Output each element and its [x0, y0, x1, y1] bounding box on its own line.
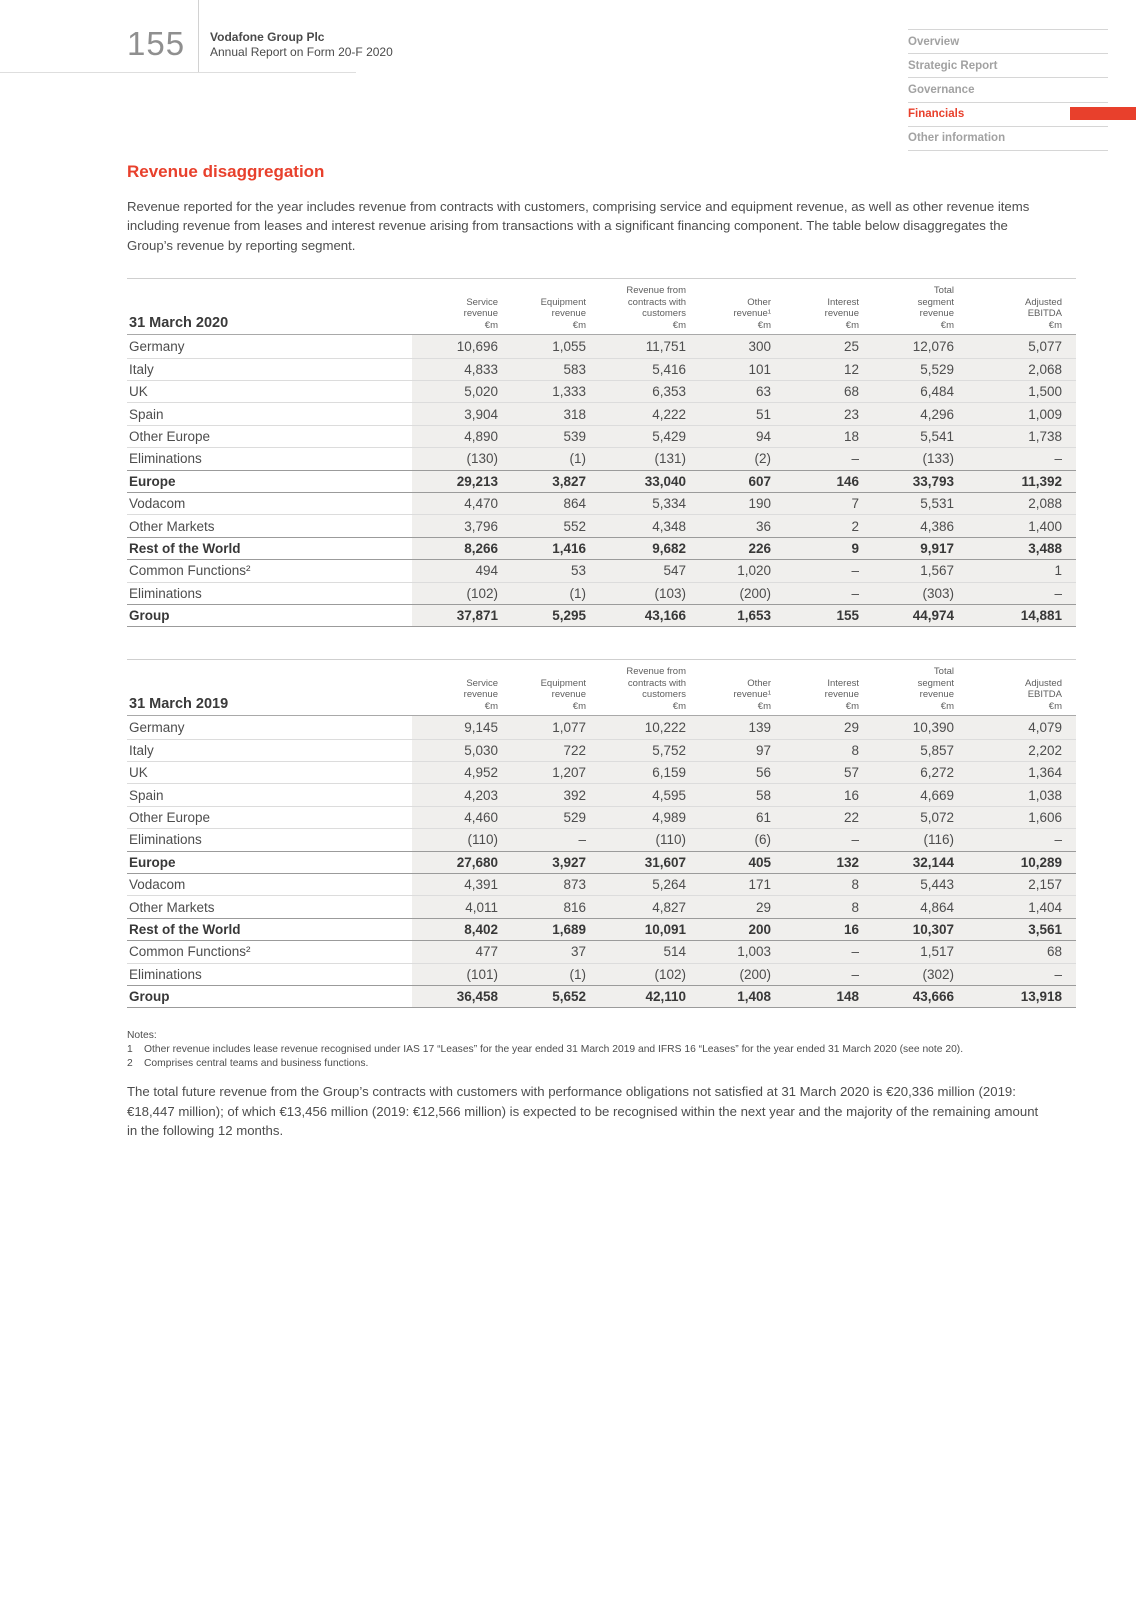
cell-value: 552	[512, 515, 600, 536]
cell-value: 10,390	[873, 716, 968, 738]
cell-value: 1,653	[700, 605, 785, 626]
table-row	[127, 582, 1076, 604]
cell-value: 4,386	[873, 515, 968, 536]
cell-value: 58	[700, 784, 785, 805]
cell-value: 16	[785, 784, 873, 805]
cell-value: (116)	[873, 829, 968, 850]
table-title: 31 March 2020	[129, 315, 229, 332]
cell-value: 2	[785, 515, 873, 536]
company-name: Vodafone Group Plc	[210, 30, 325, 44]
row-label: Italy	[129, 361, 154, 377]
row-label: Europe	[129, 854, 176, 870]
table-row	[127, 447, 1076, 469]
cell-value: –	[512, 829, 600, 850]
cell-value: 5,416	[600, 359, 700, 380]
cell-value: 1,738	[968, 426, 1076, 447]
cell-value: 27,680	[412, 852, 512, 873]
cell-value: 4,827	[600, 896, 700, 917]
intro-paragraph: Revenue reported for the year includes revenue from contracts with customers, comprising service and equipment revenue, as well as other revenue items including revenue from leases and interest revenue arising from transactions with a significant financing component. The table below disaggregates the Group’s revenue by reporting segment.	[127, 199, 1030, 253]
cell-value: 1,055	[512, 335, 600, 357]
cell-value: 318	[512, 403, 600, 424]
cell-value: (102)	[412, 583, 512, 604]
cell-value: 3,927	[512, 852, 600, 873]
cell-value: –	[968, 829, 1076, 850]
cell-value: 36,458	[412, 986, 512, 1007]
table-row	[127, 537, 1076, 559]
cell-value: 9	[785, 538, 873, 559]
table-row	[127, 559, 1076, 581]
nav-item-overview[interactable]	[908, 29, 1108, 53]
cell-value: 1,500	[968, 381, 1076, 402]
cell-value: 514	[600, 941, 700, 962]
row-label: Rest of the World	[129, 540, 241, 556]
row-label: Other Europe	[129, 428, 211, 444]
row-label: Group	[129, 608, 170, 624]
cell-value: 5,077	[968, 335, 1076, 357]
cell-value: 1,408	[700, 986, 785, 1007]
cell-value: 146	[785, 471, 873, 492]
cell-value: 37	[512, 941, 600, 962]
cell-value: 405	[700, 852, 785, 873]
cell-value: 2,068	[968, 359, 1076, 380]
column-header: Other revenue¹ €m	[733, 296, 771, 331]
column-header: Interest revenue €m	[824, 677, 859, 712]
cell-value: 12	[785, 359, 873, 380]
note-item	[127, 1043, 1076, 1057]
table-header-row	[127, 660, 1076, 716]
row-label: Germany	[129, 719, 185, 735]
cell-value: 101	[700, 359, 785, 380]
cell-value: 6,159	[600, 762, 700, 783]
cell-value: 4,079	[968, 716, 1076, 738]
cell-value: 1,009	[968, 403, 1076, 424]
cell-value: 4,669	[873, 784, 968, 805]
cell-value: 864	[512, 493, 600, 514]
table-row	[127, 985, 1076, 1007]
cell-value: 2,088	[968, 493, 1076, 514]
column-header: Other revenue¹ €m	[733, 677, 771, 712]
cell-value: 200	[700, 919, 785, 940]
cell-value: (1)	[512, 964, 600, 985]
cell-value: 2,202	[968, 740, 1076, 761]
cell-value: 300	[700, 335, 785, 357]
table-title: 31 March 2019	[129, 696, 229, 713]
cell-value: 3,904	[412, 403, 512, 424]
cell-value: 6,484	[873, 381, 968, 402]
table-row	[127, 739, 1076, 761]
cell-value: 10,307	[873, 919, 968, 940]
cell-value: 607	[700, 471, 785, 492]
cell-value: 29	[785, 716, 873, 738]
cell-value: 63	[700, 381, 785, 402]
row-label: Germany	[129, 338, 185, 354]
cell-value: 583	[512, 359, 600, 380]
cell-value: 57	[785, 762, 873, 783]
note-text: Comprises central teams and business functions.	[144, 1058, 369, 1070]
nav-item-other-information[interactable]	[908, 126, 1108, 151]
cell-value: 8	[785, 740, 873, 761]
cell-value: –	[785, 583, 873, 604]
cell-value: 1,517	[873, 941, 968, 962]
cell-value: 97	[700, 740, 785, 761]
cell-value: 547	[600, 560, 700, 581]
cell-value: 4,890	[412, 426, 512, 447]
cell-value: 68	[968, 941, 1076, 962]
cell-value: 148	[785, 986, 873, 1007]
cell-value: 13,918	[968, 986, 1076, 1007]
cell-value: (1)	[512, 583, 600, 604]
notes-heading: Notes:	[127, 1030, 157, 1042]
table-row	[127, 425, 1076, 447]
cell-value: 6,353	[600, 381, 700, 402]
cell-value: 11,751	[600, 335, 700, 357]
table-header-row	[127, 279, 1076, 335]
cell-value: 1,364	[968, 762, 1076, 783]
column-header: Adjusted EBITDA €m	[1025, 677, 1062, 712]
cell-value: 3,827	[512, 471, 600, 492]
cell-value: –	[968, 583, 1076, 604]
column-header: Total segment revenue €m	[917, 285, 954, 331]
report-header	[210, 30, 393, 59]
cell-value: 1,404	[968, 896, 1076, 917]
cell-value: (101)	[412, 964, 512, 985]
cell-value: 5,264	[600, 874, 700, 895]
cell-value: 53	[512, 560, 600, 581]
cell-value: 5,072	[873, 807, 968, 828]
cell-value: 190	[700, 493, 785, 514]
cell-value: 3,796	[412, 515, 512, 536]
cell-value: 5,295	[512, 605, 600, 626]
column-header: Equipment revenue €m	[540, 296, 586, 331]
cell-value: 16	[785, 919, 873, 940]
nav-item-label: Governance	[908, 83, 975, 96]
cell-value: –	[785, 829, 873, 850]
nav-item-label: Strategic Report	[908, 59, 998, 72]
row-label: Other Europe	[129, 810, 211, 826]
row-label: Italy	[129, 742, 154, 758]
cell-value: 29	[700, 896, 785, 917]
cell-value: 5,531	[873, 493, 968, 514]
cell-value: (133)	[873, 448, 968, 469]
row-label: Other Markets	[129, 899, 215, 915]
cell-value: 8	[785, 896, 873, 917]
cell-value: 10,289	[968, 852, 1076, 873]
cell-value: 1,020	[700, 560, 785, 581]
cell-value: 9,682	[600, 538, 700, 559]
note-text: Other revenue includes lease revenue recognised under IAS 17 “Leases” for the year ended 31 March 2019 and IFRS 16 “Leases” for the year ended 31 March 2020 (see note 20).	[144, 1044, 964, 1056]
page-number: 155	[127, 25, 186, 62]
cell-value: (200)	[700, 964, 785, 985]
table-row	[127, 851, 1076, 873]
cell-value: 44,974	[873, 605, 968, 626]
nav-item-financials[interactable]	[908, 102, 1108, 126]
cell-value: (302)	[873, 964, 968, 985]
cell-value: 8	[785, 874, 873, 895]
row-label: Eliminations	[129, 966, 202, 982]
cell-value: (102)	[600, 964, 700, 985]
cell-value: (130)	[412, 448, 512, 469]
revenue-table-2019	[127, 659, 1076, 1008]
report-title: Annual Report on Form 20-F 2020	[210, 44, 393, 59]
cell-value: 33,793	[873, 471, 968, 492]
cell-value: 1,400	[968, 515, 1076, 536]
cell-value: 6,272	[873, 762, 968, 783]
cell-value: 816	[512, 896, 600, 917]
cell-value: 477	[412, 941, 512, 962]
column-header: Interest revenue €m	[824, 296, 859, 331]
cell-value: 4,595	[600, 784, 700, 805]
cell-value: (103)	[600, 583, 700, 604]
nav-item-label: Overview	[908, 35, 960, 48]
revenue-table-2020	[127, 278, 1076, 627]
cell-value: 42,110	[600, 986, 700, 1007]
cell-value: (131)	[600, 448, 700, 469]
cell-value: 5,752	[600, 740, 700, 761]
note-number: 1	[127, 1044, 133, 1056]
nav-item-governance[interactable]	[908, 77, 1108, 101]
cell-value: 14,881	[968, 605, 1076, 626]
cell-value: 94	[700, 426, 785, 447]
cell-value: 1,038	[968, 784, 1076, 805]
cell-value: 8,266	[412, 538, 512, 559]
cell-value: 4,864	[873, 896, 968, 917]
header-rule	[0, 72, 356, 73]
cell-value: 171	[700, 874, 785, 895]
cell-value: 12,076	[873, 335, 968, 357]
cell-value: 10,091	[600, 919, 700, 940]
cell-value: 32,144	[873, 852, 968, 873]
cell-value: 1,606	[968, 807, 1076, 828]
cell-value: –	[785, 941, 873, 962]
cell-value: 36	[700, 515, 785, 536]
column-header: Total segment revenue €m	[917, 666, 954, 712]
cell-value: 43,166	[600, 605, 700, 626]
cell-value: 5,443	[873, 874, 968, 895]
cell-value: 61	[700, 807, 785, 828]
cell-value: 4,296	[873, 403, 968, 424]
cell-value: –	[785, 448, 873, 469]
cell-value: (303)	[873, 583, 968, 604]
cell-value: 155	[785, 605, 873, 626]
cell-value: 1,567	[873, 560, 968, 581]
cell-value: 29,213	[412, 471, 512, 492]
cell-value: 3,561	[968, 919, 1076, 940]
cell-value: 3,488	[968, 538, 1076, 559]
cell-value: 33,040	[600, 471, 700, 492]
table-row	[127, 358, 1076, 380]
cell-value: 8,402	[412, 919, 512, 940]
closing-paragraph: The total future revenue from the Group’s contracts with customers with performance obligations not satisfied at 31 March 2020 is €20,336 million (2019: €18,447 million); of which €13,456 million (2019: €12,566 million) is expected to be recognised within the next year and the majority of the remaining amount in the following 12 months.	[127, 1084, 1039, 1139]
main-content	[127, 163, 1076, 1154]
cell-value: 5,652	[512, 986, 600, 1007]
cell-value: 43,666	[873, 986, 968, 1007]
nav-item-label: Financials	[908, 108, 965, 121]
cell-value: 2,157	[968, 874, 1076, 895]
cell-value: (110)	[600, 829, 700, 850]
header-divider	[198, 0, 199, 72]
row-label: Eliminations	[129, 585, 202, 601]
row-label: Eliminations	[129, 451, 202, 467]
row-label: UK	[129, 384, 148, 400]
notes	[127, 1029, 1076, 1071]
cell-value: (1)	[512, 448, 600, 469]
cell-value: 5,857	[873, 740, 968, 761]
cell-value: 5,334	[600, 493, 700, 514]
cell-value: 1,416	[512, 538, 600, 559]
cell-value: 1,003	[700, 941, 785, 962]
cell-value: 56	[700, 762, 785, 783]
row-label: Common Functions²	[129, 563, 251, 579]
row-label: Rest of the World	[129, 922, 241, 937]
cell-value: 4,989	[600, 807, 700, 828]
cell-value: 5,020	[412, 381, 512, 402]
cell-value: 4,952	[412, 762, 512, 783]
cell-value: 10,696	[412, 335, 512, 357]
row-label: Spain	[129, 406, 164, 422]
page-title: Revenue disaggregation	[127, 162, 325, 181]
cell-value: 4,222	[600, 403, 700, 424]
cell-value: –	[785, 560, 873, 581]
cell-value: 1,077	[512, 716, 600, 738]
table-row	[127, 940, 1076, 962]
cell-value: (200)	[700, 583, 785, 604]
cell-value: (2)	[700, 448, 785, 469]
cell-value: 31,607	[600, 852, 700, 873]
column-header: Service revenue €m	[463, 677, 498, 712]
cell-value: 4,460	[412, 807, 512, 828]
row-label: Europe	[129, 473, 176, 489]
cell-value: 4,348	[600, 515, 700, 536]
cell-value: 7	[785, 493, 873, 514]
cell-value: –	[968, 448, 1076, 469]
nav-item-label: Other information	[908, 132, 1006, 145]
table-row	[127, 402, 1076, 424]
row-label: Eliminations	[129, 832, 202, 848]
active-section-marker	[1070, 107, 1136, 120]
cell-value: (110)	[412, 829, 512, 850]
table-row	[127, 783, 1076, 805]
table-row	[127, 380, 1076, 402]
cell-value: 4,203	[412, 784, 512, 805]
cell-value: 1,689	[512, 919, 600, 940]
cell-value: 25	[785, 335, 873, 357]
cell-value: 4,470	[412, 493, 512, 514]
row-label: Vodacom	[129, 877, 186, 893]
table-row	[127, 806, 1076, 828]
cell-value: 68	[785, 381, 873, 402]
table-row	[127, 492, 1076, 514]
cell-value: 4,011	[412, 896, 512, 917]
table-row	[127, 716, 1076, 738]
note-number: 2	[127, 1058, 133, 1070]
table-row	[127, 895, 1076, 917]
cell-value: 226	[700, 538, 785, 559]
cell-value: 23	[785, 403, 873, 424]
nav-item-strategic-report[interactable]	[908, 53, 1108, 77]
cell-value: 22	[785, 807, 873, 828]
cell-value: 1,333	[512, 381, 600, 402]
table-row	[127, 761, 1076, 783]
cell-value: 529	[512, 807, 600, 828]
cell-value: 4,391	[412, 874, 512, 895]
cell-value: 4,833	[412, 359, 512, 380]
row-label: Group	[129, 989, 170, 1005]
cell-value: 51	[700, 403, 785, 424]
cell-value: 5,541	[873, 426, 968, 447]
cell-value: 873	[512, 874, 600, 895]
cell-value: 132	[785, 852, 873, 873]
column-header: Revenue from contracts with customers €m	[626, 285, 686, 331]
report-nav	[908, 29, 1108, 151]
cell-value: 10,222	[600, 716, 700, 738]
table-row	[127, 604, 1076, 626]
table-row	[127, 828, 1076, 850]
row-label: Common Functions²	[129, 944, 251, 960]
row-label: Other Markets	[129, 518, 215, 534]
cell-value: 494	[412, 560, 512, 581]
cell-value: 722	[512, 740, 600, 761]
cell-value: –	[785, 964, 873, 985]
column-header: Adjusted EBITDA €m	[1025, 296, 1062, 331]
table-row	[127, 470, 1076, 492]
cell-value: 5,030	[412, 740, 512, 761]
cell-value: (6)	[700, 829, 785, 850]
cell-value: 9,917	[873, 538, 968, 559]
cell-value: 1,207	[512, 762, 600, 783]
cell-value: 1	[968, 560, 1076, 581]
table-row	[127, 918, 1076, 940]
cell-value: 139	[700, 716, 785, 738]
cell-value: 392	[512, 784, 600, 805]
table-row	[127, 963, 1076, 985]
table-row	[127, 873, 1076, 895]
row-label: Spain	[129, 787, 164, 803]
cell-value: 539	[512, 426, 600, 447]
cell-value: 18	[785, 426, 873, 447]
cell-value: 5,529	[873, 359, 968, 380]
column-header: Revenue from contracts with customers €m	[626, 666, 686, 712]
table-row	[127, 514, 1076, 536]
column-header: Equipment revenue €m	[540, 677, 586, 712]
cell-value: 9,145	[412, 716, 512, 738]
cell-value: 37,871	[412, 605, 512, 626]
note-item	[127, 1057, 1076, 1071]
row-label: Vodacom	[129, 496, 186, 512]
cell-value: 11,392	[968, 471, 1076, 492]
cell-value: –	[968, 964, 1076, 985]
row-label: UK	[129, 765, 148, 781]
table-row	[127, 335, 1076, 357]
column-header: Service revenue €m	[463, 296, 498, 331]
cell-value: 5,429	[600, 426, 700, 447]
